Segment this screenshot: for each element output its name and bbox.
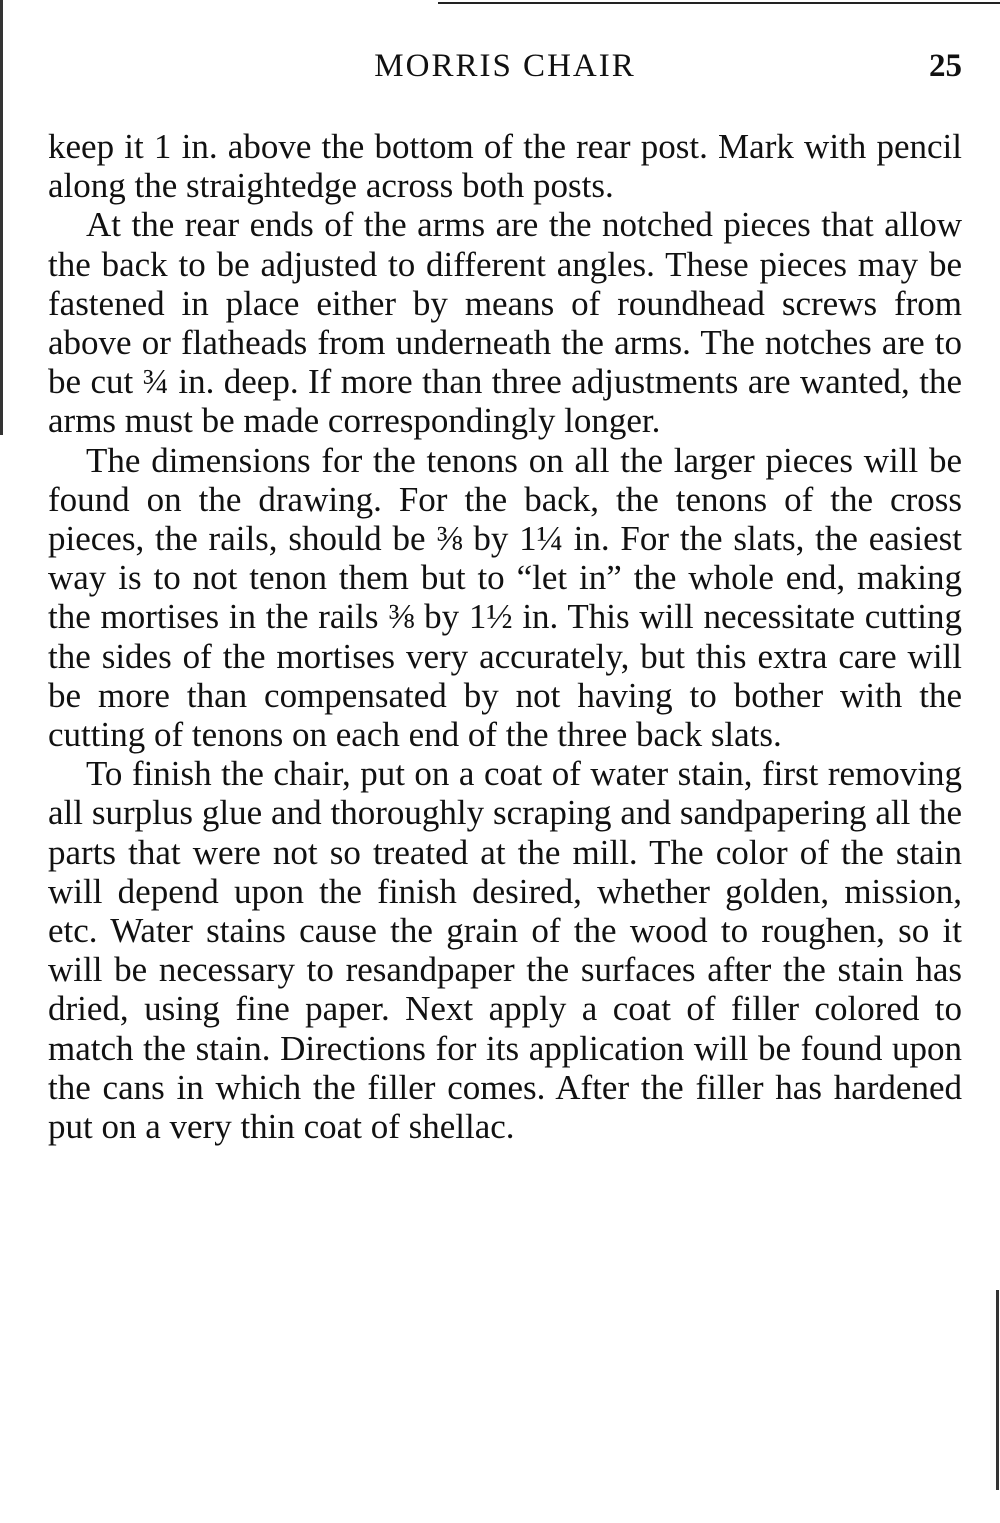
right-page-edge	[996, 1290, 999, 1490]
top-rule	[438, 2, 1000, 4]
page-number: 25	[929, 48, 962, 84]
paragraph-4: To finish the chair, put on a coat of water stain, first removing all surplus glue and thoroughly scraping and sandpapering all the parts that were not so treated at the mill. The color of the stain will depend upon the finish desired, whether golden, mission, etc. Water stains cause the grain of the wood to roughen, so it will be necessary to resandpaper the surfaces after the stain has dried, using fine paper. Next apply a coat of filler colored to match the stain. Directions for its application will be found upon the cans in which the filler comes. After the filler has hardened put on a very thin coat of shellac.	[48, 754, 962, 1147]
paragraph-2: At the rear ends of the arms are the notched pieces that allow the back to be adjusted to different angles. These pieces may be fastened in place either by means of roundhead screws from above or flatheads from underneath the arms. The notches are to be cut ¾ in. deep. If more than three adjustments are wanted, the arms must be made correspondingly longer.	[48, 205, 962, 441]
left-page-edge	[0, 0, 3, 435]
paragraph-3: The dimensions for the tenons on all the larger pieces will be found on the drawing. For the back, the tenons of the cross pieces, the rails, should be ⅜ by 1¼ in. For the slats, the easiest way is to not tenon them but to “let in” the whole end, making the mortises in the rails ⅜ by 1½ in. This will necessitate cutting the sides of the mortises very accurately, but this extra care will be more than compensated by not having to bother with the cutting of tenons on each end of the three back slats.	[48, 440, 962, 755]
paragraph-1: keep it 1 in. above the bottom of the rear post. Mark with pencil along the straightedge across both posts.	[48, 127, 962, 206]
body-text	[48, 127, 962, 1146]
page-header	[48, 42, 962, 90]
running-title: MORRIS CHAIR	[374, 48, 636, 84]
